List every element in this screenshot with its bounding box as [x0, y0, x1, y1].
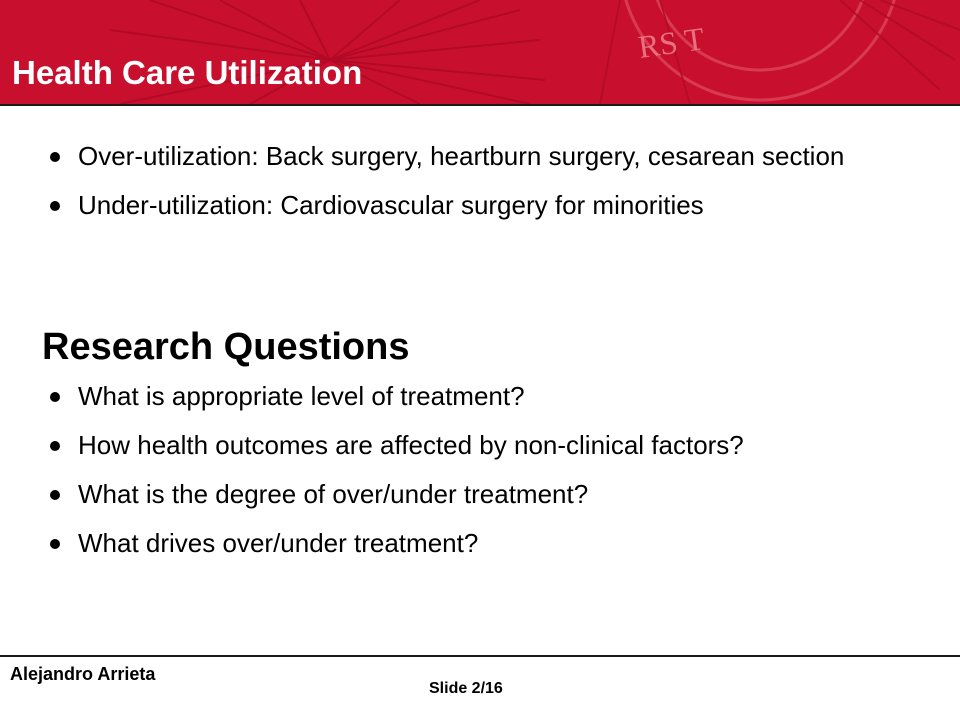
bullet-text: Under-utilization: Cardiovascular surgery for minorities	[78, 190, 704, 220]
list-item	[38, 478, 918, 511]
seal-letters: RS T	[635, 20, 707, 65]
list-item	[38, 140, 918, 173]
research-heading: Research Questions	[42, 326, 410, 368]
list-item	[38, 380, 918, 413]
list-item	[38, 429, 918, 462]
bullet-text: What is the degree of over/under treatment?	[78, 479, 589, 509]
slide-header	[0, 0, 960, 104]
utilization-list	[38, 140, 918, 238]
bullet-icon	[50, 490, 60, 500]
bullet-text: Over-utilization: Back surgery, heartburn surgery, cesarean section	[78, 141, 845, 171]
header-divider	[0, 104, 960, 106]
slide-title: Health Care Utilization	[12, 54, 363, 91]
bullet-icon	[50, 441, 60, 451]
bullet-icon	[50, 539, 60, 549]
research-questions-list	[38, 380, 918, 576]
bullet-text: What drives over/under treatment?	[78, 528, 479, 558]
footer-divider	[0, 655, 960, 657]
bullet-text: What is appropriate level of treatment?	[78, 381, 525, 411]
footer-author: Alejandro Arrieta	[10, 664, 156, 684]
bullet-text: How health outcomes are affected by non-clinical factors?	[78, 430, 744, 460]
bullet-icon	[50, 201, 60, 211]
list-item	[38, 189, 918, 222]
bullet-icon	[50, 392, 60, 402]
bullet-icon	[50, 152, 60, 162]
slide-number: Slide 2/16	[429, 680, 503, 697]
list-item	[38, 527, 918, 560]
